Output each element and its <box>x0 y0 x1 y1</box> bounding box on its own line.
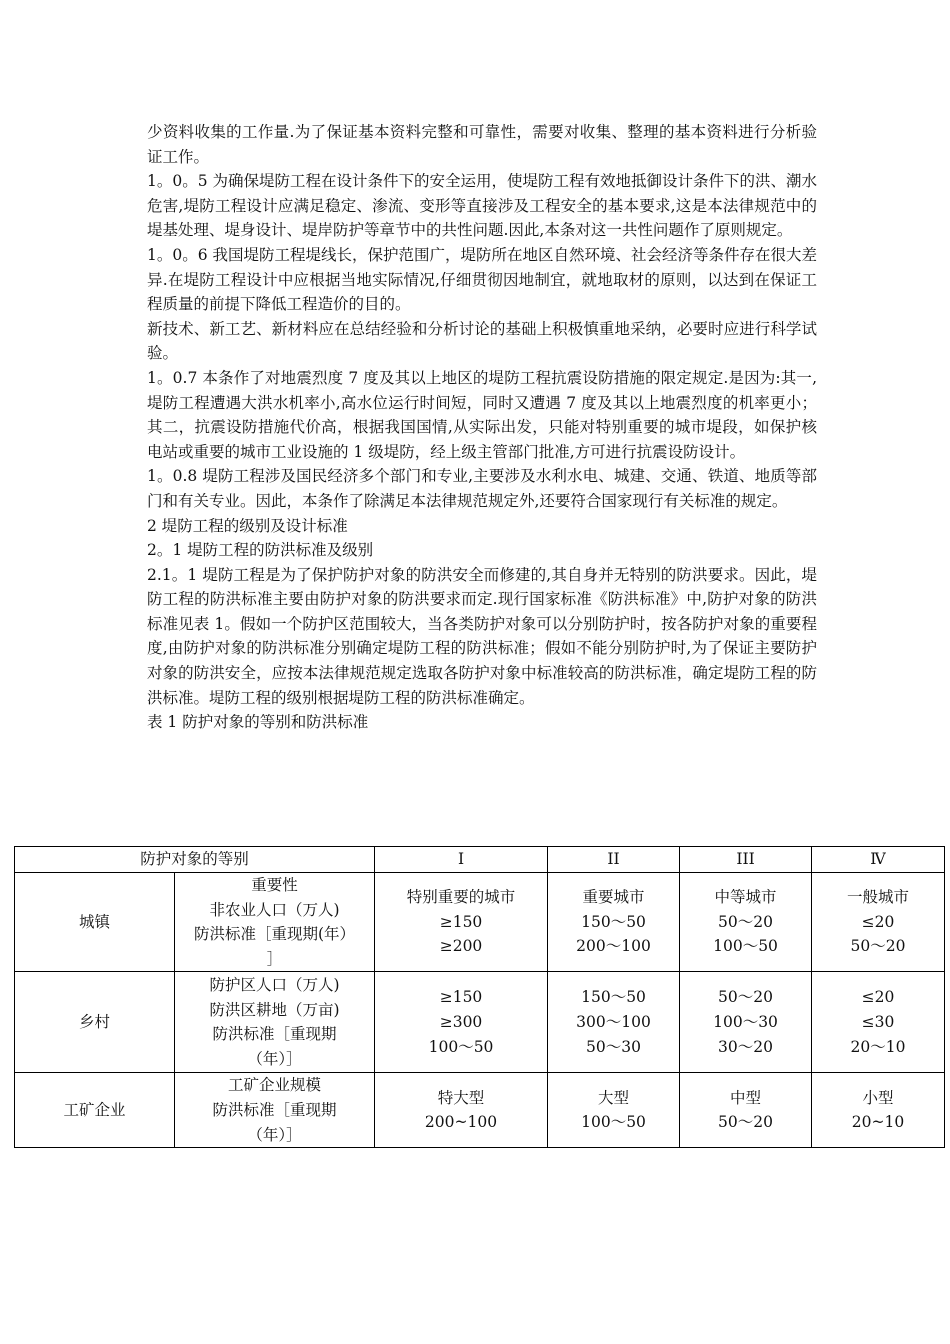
value-line: 200~100 <box>424 1113 498 1132</box>
value-cell <box>680 972 812 1073</box>
indicator-line: （年）］ <box>247 1125 302 1144</box>
value-line: ≤20 <box>861 988 895 1007</box>
value-cell <box>680 1073 812 1148</box>
indicator-line: 防洪标准［重现期(年） <box>193 925 356 944</box>
section-heading: 2 堤防工程的级别及设计标准 <box>147 516 348 535</box>
value-line: 300～100 <box>576 1013 651 1032</box>
value-line: 特别重要的城市 <box>406 888 516 907</box>
indicator-line: ］ <box>266 949 283 968</box>
value-cell <box>375 1073 548 1148</box>
indicator-line: 防洪标准［重现期 <box>212 1101 337 1120</box>
value-line: 一般城市 <box>847 888 910 907</box>
grade-header: I <box>375 847 548 873</box>
value-line: 20～10 <box>850 1037 906 1056</box>
indicator-line: （年）］ <box>247 1049 302 1068</box>
value-cell <box>375 972 548 1073</box>
value-line: 小型 <box>862 1088 894 1107</box>
subsection-heading: 2。1 堤防工程的防洪标准及级别 <box>147 541 374 560</box>
value-line: ≥150 <box>439 988 483 1007</box>
value-line: ≥200 <box>439 937 483 956</box>
value-cell <box>548 873 680 972</box>
value-line: 中型 <box>730 1088 762 1107</box>
paragraph: 新技术、新工艺、新材料应在总结经验和分析讨论的基础上积极慎重地采纳，必要时应进行科学试验。 <box>147 319 817 363</box>
indicator-line: 重要性 <box>251 876 298 894</box>
indicator-cell <box>175 1073 375 1148</box>
value-line: ≤20 <box>861 912 895 931</box>
value-line: 150～50 <box>581 912 646 931</box>
indicator-line: 防洪区耕地（万亩) <box>209 1000 340 1019</box>
flood-standard-table <box>14 846 945 1148</box>
value-line: 大型 <box>598 1088 630 1107</box>
value-line: ≥300 <box>439 1013 483 1032</box>
grade-header: III <box>680 847 812 873</box>
value-line: 100～50 <box>581 1113 646 1132</box>
value-cell <box>812 873 945 972</box>
value-line: 100～50 <box>713 937 778 956</box>
paragraph: 2.1。1 堤防工程是为了保护防护对象的防洪安全而修建的,其自身并无特别的防洪要求。因此，堤防工程的防洪标准主要由防护对象的防洪要求而定.现行国家标准《防洪标准》中,防护对象的防洪标准见表 1。假如一个防护区范围较大，当各类防护对象可以分别防护时，按各防护对象的重要程度,由防护对象的防洪标准分别确定堤防工程的防洪标准；假如不能分别防护时,为了保证主要防护对象的防洪安全，应按本法律规范规定选取各防护对象中标准较高的防洪标准，确定堤防工程的防洪标准。堤防工程的级别根据堤防工程的防洪标准确定。 <box>147 565 817 707</box>
paragraph: 1。0.8 堤防工程涉及国民经济多个部门和专业,主要涉及水利水电、城建、交通、铁道、地质等部门和有关专业。因此，本条作了除满足本法律规范规定外,还要符合国家现行有关标准的规定。 <box>147 467 817 510</box>
value-line: 中等城市 <box>714 888 777 907</box>
value-line: 重要城市 <box>582 888 645 907</box>
indicator-line: 工矿企业规模 <box>228 1076 322 1095</box>
value-line: 50～20 <box>718 988 773 1007</box>
document-body <box>147 120 817 735</box>
table-row <box>15 1073 945 1148</box>
category-cell: 工矿企业 <box>15 1073 175 1148</box>
value-line: ≥150 <box>439 912 483 931</box>
value-cell <box>548 972 680 1073</box>
value-line: 50～30 <box>586 1037 641 1056</box>
value-line: 50～20 <box>850 937 906 956</box>
indicator-cell <box>175 873 375 972</box>
indicator-line: 防洪标准［重现期 <box>212 1025 337 1044</box>
table-header-row <box>15 847 945 873</box>
header-label: 防护对象的等别 <box>15 847 375 873</box>
value-line: 100～50 <box>428 1037 494 1056</box>
value-line: 特大型 <box>437 1088 485 1107</box>
category-cell: 乡村 <box>15 972 175 1073</box>
table-caption: 表 1 防护对象的等别和防洪标准 <box>147 713 369 732</box>
table-row <box>15 873 945 972</box>
value-line: 20~10 <box>851 1113 905 1132</box>
value-line: 50～20 <box>718 1113 773 1132</box>
value-cell <box>548 1073 680 1148</box>
indicator-line: 防护区人口（万人) <box>209 976 340 995</box>
value-cell <box>812 972 945 1073</box>
value-line: 30～20 <box>718 1037 773 1056</box>
table-row <box>15 972 945 1073</box>
value-cell <box>680 873 812 972</box>
indicator-line: 非农业人口（万人) <box>209 900 340 919</box>
value-cell <box>375 873 548 972</box>
value-line: 50～20 <box>718 912 773 931</box>
paragraph: 少资料收集的工作量.为了保证基本资料完整和可靠性，需要对收集、整理的基本资料进行分析验证工作。 <box>147 123 817 166</box>
indicator-cell <box>175 972 375 1073</box>
grade-header: Ⅳ <box>812 847 945 873</box>
value-line: 150～50 <box>581 988 646 1007</box>
paragraph: 1。0。5 为确保堤防工程在设计条件下的安全运用，使堤防工程有效地抵御设计条件下的洪、潮水危害,堤防工程设计应满足稳定、渗流、变形等直接涉及工程安全的基本要求,这是本法律规范中的堤基处理、堤身设计、堤岸防护等章节中的共性问题.因此,本条对这一共性问题作了原则规定。 <box>147 172 818 240</box>
grade-header: II <box>548 847 680 873</box>
value-cell <box>812 1073 945 1148</box>
value-line: ≤30 <box>861 1013 895 1032</box>
category-cell: 城镇 <box>15 873 175 972</box>
value-line: 100～30 <box>713 1013 778 1032</box>
value-line: 200～100 <box>576 937 651 956</box>
paragraph: 1。0。6 我国堤防工程堤线长，保护范围广，堤防所在地区自然环境、社会经济等条件存在很大差异.在堤防工程设计中应根据当地实际情况,仔细贯彻因地制宜，就地取材的原则，以达到在保证工程质量的前提下降低工程造价的目的。 <box>147 245 818 314</box>
paragraph: 1。0.7 本条作了对地震烈度 7 度及其以上地区的堤防工程抗震设防措施的限定规定.是因为:其一,堤防工程遭遇大洪水机率小,高水位运行时间短，同时又遭遇 7 度及其以上地震烈度的机率更小；其二，抗震设防措施代价高，根据我国国情,从实际出发，只能对特别重要的城市堤段，如保护核电站或重要的城市工业设施的 1 级堤防，经上级主管部门批准,方可进行抗震设防设计。 <box>147 368 817 461</box>
